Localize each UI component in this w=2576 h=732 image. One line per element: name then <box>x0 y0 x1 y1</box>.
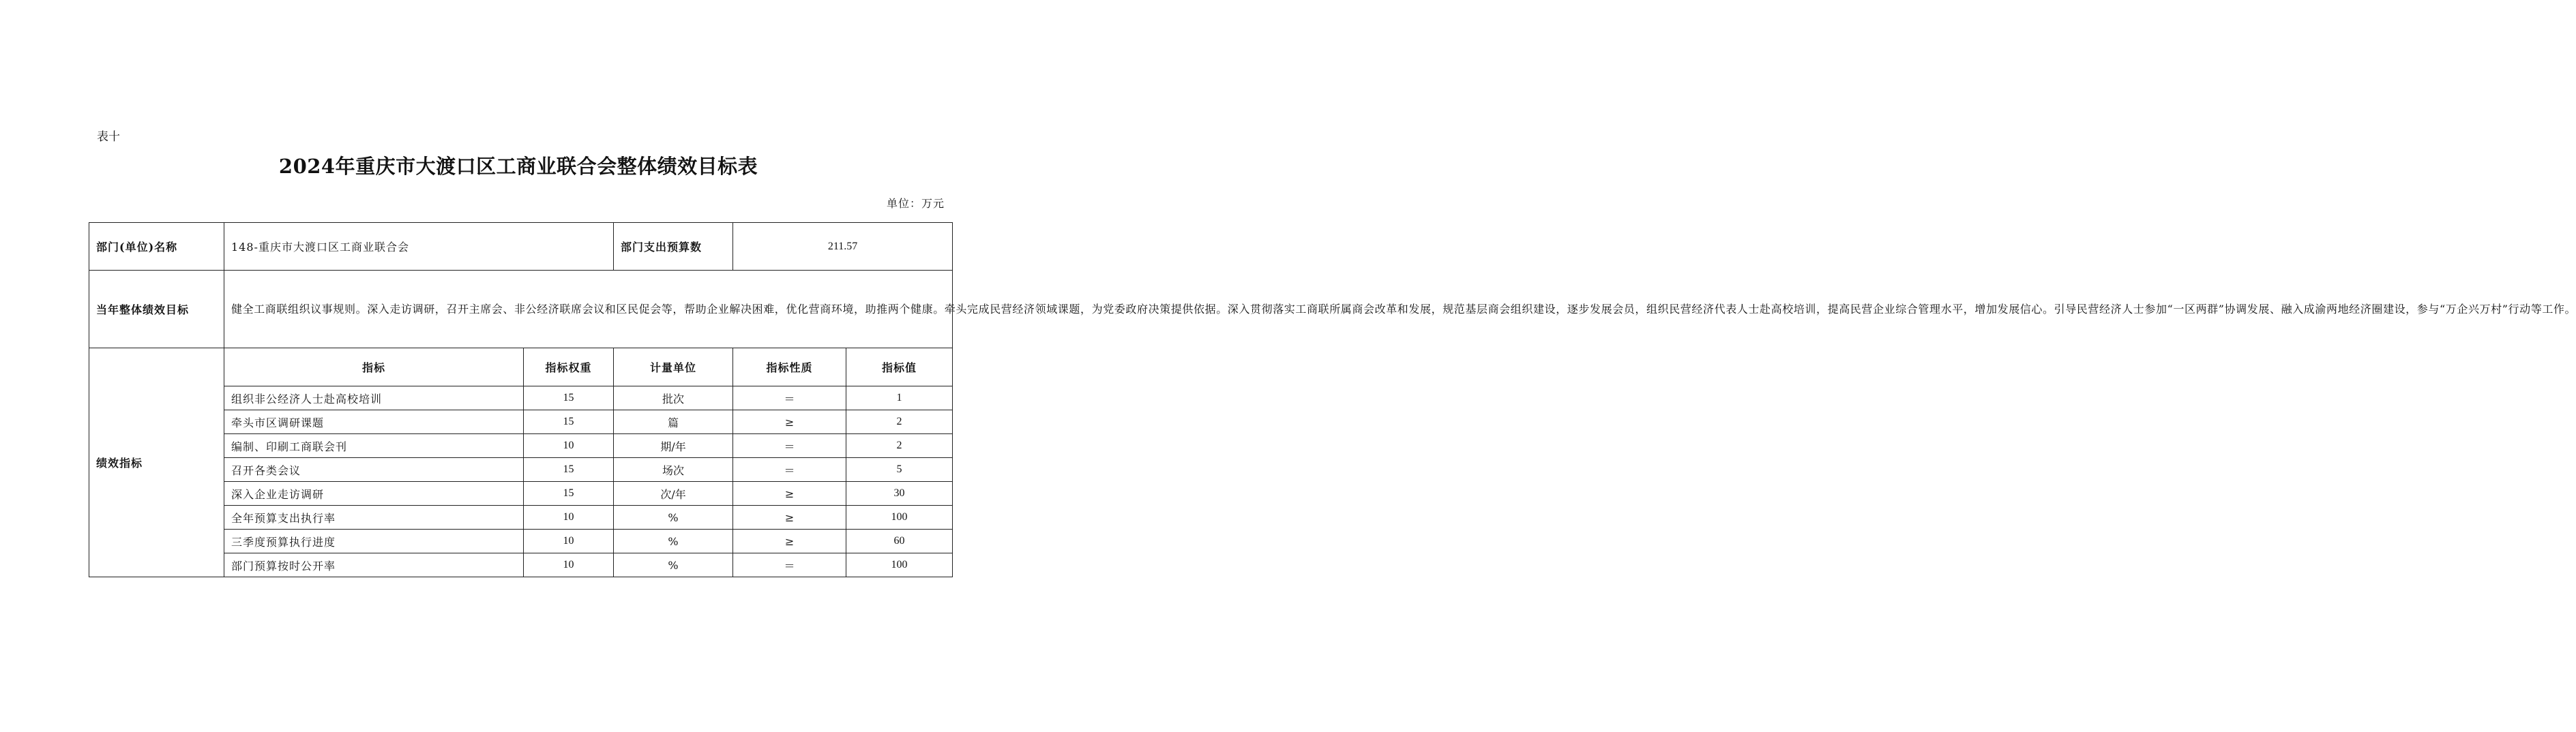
indicator-name-cell: 牵头市区调研课题 <box>224 410 524 434</box>
indicator-value-cell: 2 <box>846 434 953 458</box>
header-value: 指标值 <box>846 348 953 386</box>
budget-value: 211.57 <box>733 223 953 271</box>
performance-target-table <box>89 222 2576 577</box>
dept-info-row <box>89 223 953 271</box>
indicator-weight-cell: 10 <box>524 530 614 553</box>
indicator-name-cell: 三季度预算执行进度 <box>224 530 524 553</box>
indicator-unit-cell: 期/年 <box>614 434 733 458</box>
indicator-nature-cell: ≥ <box>733 530 846 553</box>
page-title: 2024年重庆市大渡口区工商业联合会整体绩效目标表 <box>278 155 758 178</box>
header-nature: 指标性质 <box>733 348 846 386</box>
budget-label: 部门支出预算数 <box>614 223 733 271</box>
indicator-nature-cell: ≥ <box>733 410 846 434</box>
indicator-unit-cell: 次/年 <box>614 482 733 506</box>
indicator-value-cell: 100 <box>846 553 953 577</box>
indicator-nature-cell: ＝ <box>733 434 846 458</box>
table-number-label: 表十 <box>97 130 120 144</box>
indicator-unit-cell: 篇 <box>614 410 733 434</box>
indicator-section-label: 绩效指标 <box>89 348 224 577</box>
indicator-nature-cell: ＝ <box>733 553 846 577</box>
goal-label: 当年整体绩效目标 <box>89 271 224 348</box>
indicator-weight-cell: 15 <box>524 458 614 482</box>
indicator-unit-cell: 批次 <box>614 386 733 410</box>
dept-name-value: 148-重庆市大渡口区工商业联合会 <box>224 223 614 271</box>
indicator-weight-cell: 15 <box>524 386 614 410</box>
indicator-name-cell: 组织非公经济人士赴高校培训 <box>224 386 524 410</box>
dept-name-label: 部门(单位)名称 <box>89 223 224 271</box>
goal-text: 健全工商联组织议事规则。深入走访调研，召开主席会、非公经济联席会议和区民促会等，帮助企业解决困难，优化营商环境，助推两个健康。牵头完成民营经济领域课题，为党委政府决策提供依据。深入贯彻落实工商联所属商会改革和发展，规范基层商会组织建设，逐步发展会员，组织民营经济代表人士赴高校培训，提高民营企业综合管理水平，增加发展信心。引导民营经济人士参加“一区两群”协调发展、融入成渝两地经济圈建设，参与“万企兴万村”行动等工作。 <box>224 271 953 348</box>
indicator-name-cell: 编制、印刷工商联会刊 <box>224 434 524 458</box>
header-weight: 指标权重 <box>524 348 614 386</box>
header-indicator: 指标 <box>224 348 524 386</box>
unit-label: 单位：万元 <box>886 197 945 210</box>
indicator-value-cell: 5 <box>846 458 953 482</box>
indicator-weight-cell: 10 <box>524 434 614 458</box>
indicator-weight-cell: 15 <box>524 410 614 434</box>
indicator-nature-cell: ＝ <box>733 458 846 482</box>
indicator-nature-cell: ≥ <box>733 482 846 506</box>
indicator-name-cell: 全年预算支出执行率 <box>224 506 524 530</box>
indicator-unit-cell: % <box>614 506 733 530</box>
indicator-unit-cell: % <box>614 530 733 553</box>
indicator-nature-cell: ≥ <box>733 506 846 530</box>
indicator-weight-cell: 10 <box>524 506 614 530</box>
indicator-weight-cell: 10 <box>524 553 614 577</box>
indicator-value-cell: 30 <box>846 482 953 506</box>
indicator-nature-cell: ＝ <box>733 386 846 410</box>
indicator-weight-cell: 15 <box>524 482 614 506</box>
indicator-value-cell: 2 <box>846 410 953 434</box>
indicator-name-cell: 深入企业走访调研 <box>224 482 524 506</box>
indicator-name-cell: 部门预算按时公开率 <box>224 553 524 577</box>
header-unit: 计量单位 <box>614 348 733 386</box>
indicator-header-row <box>89 348 953 386</box>
indicator-value-cell: 1 <box>846 386 953 410</box>
indicator-value-cell: 100 <box>846 506 953 530</box>
goal-row <box>89 271 953 348</box>
indicator-unit-cell: % <box>614 553 733 577</box>
indicator-unit-cell: 场次 <box>614 458 733 482</box>
indicator-name-cell: 召开各类会议 <box>224 458 524 482</box>
indicator-value-cell: 60 <box>846 530 953 553</box>
